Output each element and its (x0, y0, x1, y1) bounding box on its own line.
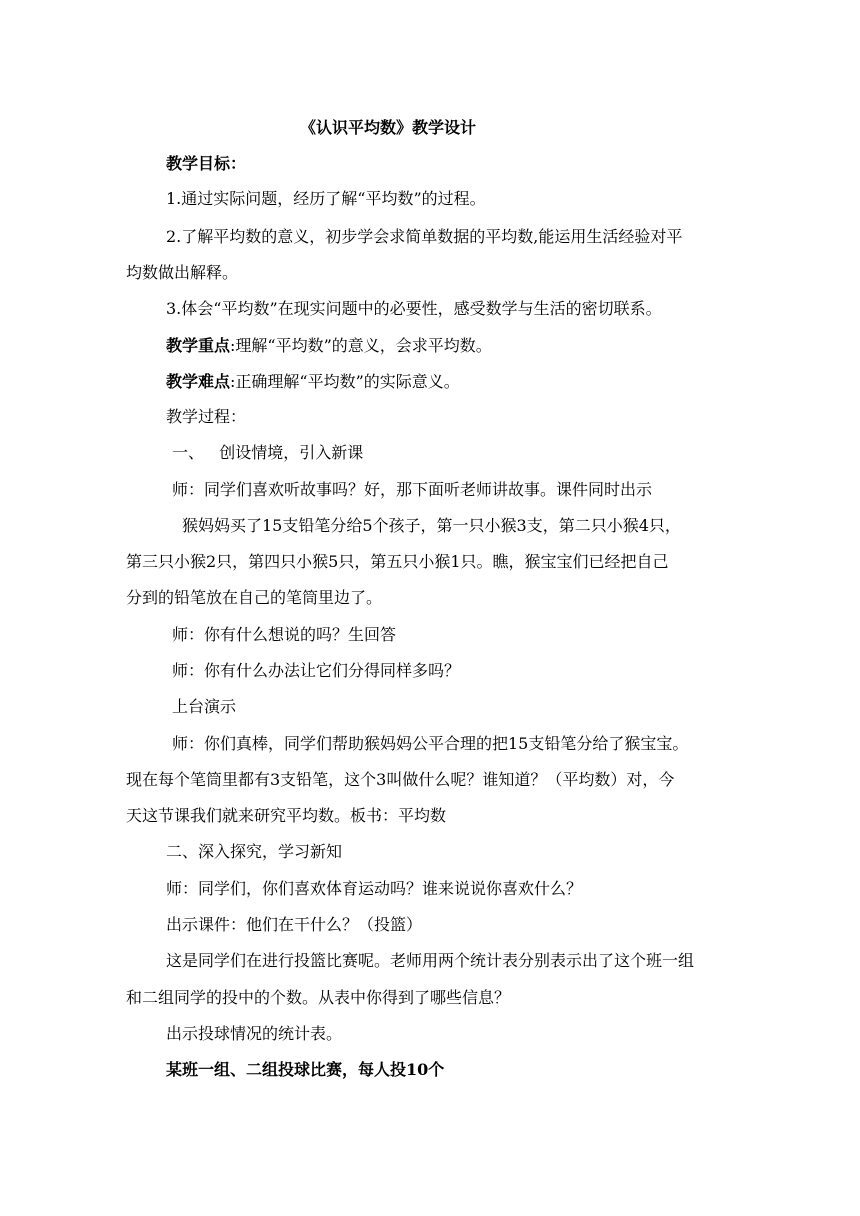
difficulty (166, 371, 460, 393)
process-heading: 教学过程： (166, 407, 247, 426)
objective-1: 1.通过实际问题，经历了解“平均数”的过程。 (166, 189, 486, 208)
teacher-line-3: 师：你有什么办法让它们分得同样多吗？ (172, 661, 461, 680)
show-table-line: 出示投球情况的统计表。 (166, 1024, 343, 1043)
story-line-2: 第三只小猴2只，第四只小猴5只，第五只小猴1只。瞧，猴宝宝们已经把自己 (126, 552, 669, 571)
teacher-line-1: 师：同学们喜欢听故事吗？好，那下面听老师讲故事。课件同时出示 (172, 480, 653, 499)
story-line-3: 分到的铅笔放在自己的笔筒里边了。 (126, 588, 383, 607)
story-line-1: 猴妈妈买了15支铅笔分给5个孩子，第一只小猴3支，第二只小猴4只， (182, 516, 681, 535)
key-point (166, 335, 492, 357)
table-caption: 某班一组、二组投球比赛，每人投10个 (166, 1060, 445, 1079)
key-point-label: 教学重点 (166, 336, 231, 355)
teacher-line-5: 师：同学们，你们喜欢体育运动吗？谁来说说你喜欢什么？ (166, 879, 583, 898)
difficulty-text: :正确理解“平均数”的实际意义。 (230, 372, 460, 391)
section2-heading: 二、深入探究，学习新知 (166, 842, 343, 861)
paragraph-line-2: 和二组同学的投中的个数。从表中你得到了哪些信息？ (126, 988, 511, 1007)
teacher-line-4b: 现在每个笔筒里都有3支铅笔，这个3叫做什么呢？谁知道？（平均数）对，今 (126, 770, 675, 789)
difficulty-label: 教学难点 (166, 372, 231, 391)
key-point-text: :理解“平均数”的意义，会求平均数。 (230, 336, 492, 355)
objective-2-line2: 均数做出解释。 (126, 263, 239, 282)
paragraph-line-1: 这是同学们在进行投篮比赛呢。老师用两个统计表分别表示出了这个班一组 (166, 951, 695, 970)
teacher-line-2: 师：你有什么想说的吗？生回答 (172, 625, 397, 644)
page-title: 《认识平均数》教学设计 (300, 118, 477, 137)
objective-3: 3.体会“平均数”在现实问题中的必要性，感受数学与生活的密切联系。 (166, 299, 662, 318)
section1-heading: 一、 创设情境，引入新课 (172, 443, 364, 462)
demo-line: 上台演示 (172, 697, 237, 716)
objectives-heading: 教学目标： (166, 154, 247, 173)
courseware-line: 出示课件：他们在干什么？（投篮） (166, 915, 423, 934)
teacher-line-4a: 师：你们真棒，同学们帮助猴妈妈公平合理的把15支铅笔分给了猴宝宝。 (172, 734, 689, 753)
teacher-line-4c: 天这节课我们就来研究平均数。板书：平均数 (126, 806, 447, 825)
objective-2-line1: 2.了解平均数的意义，初步学会求简单数据的平均数,能运用生活经验对平 (166, 227, 683, 246)
